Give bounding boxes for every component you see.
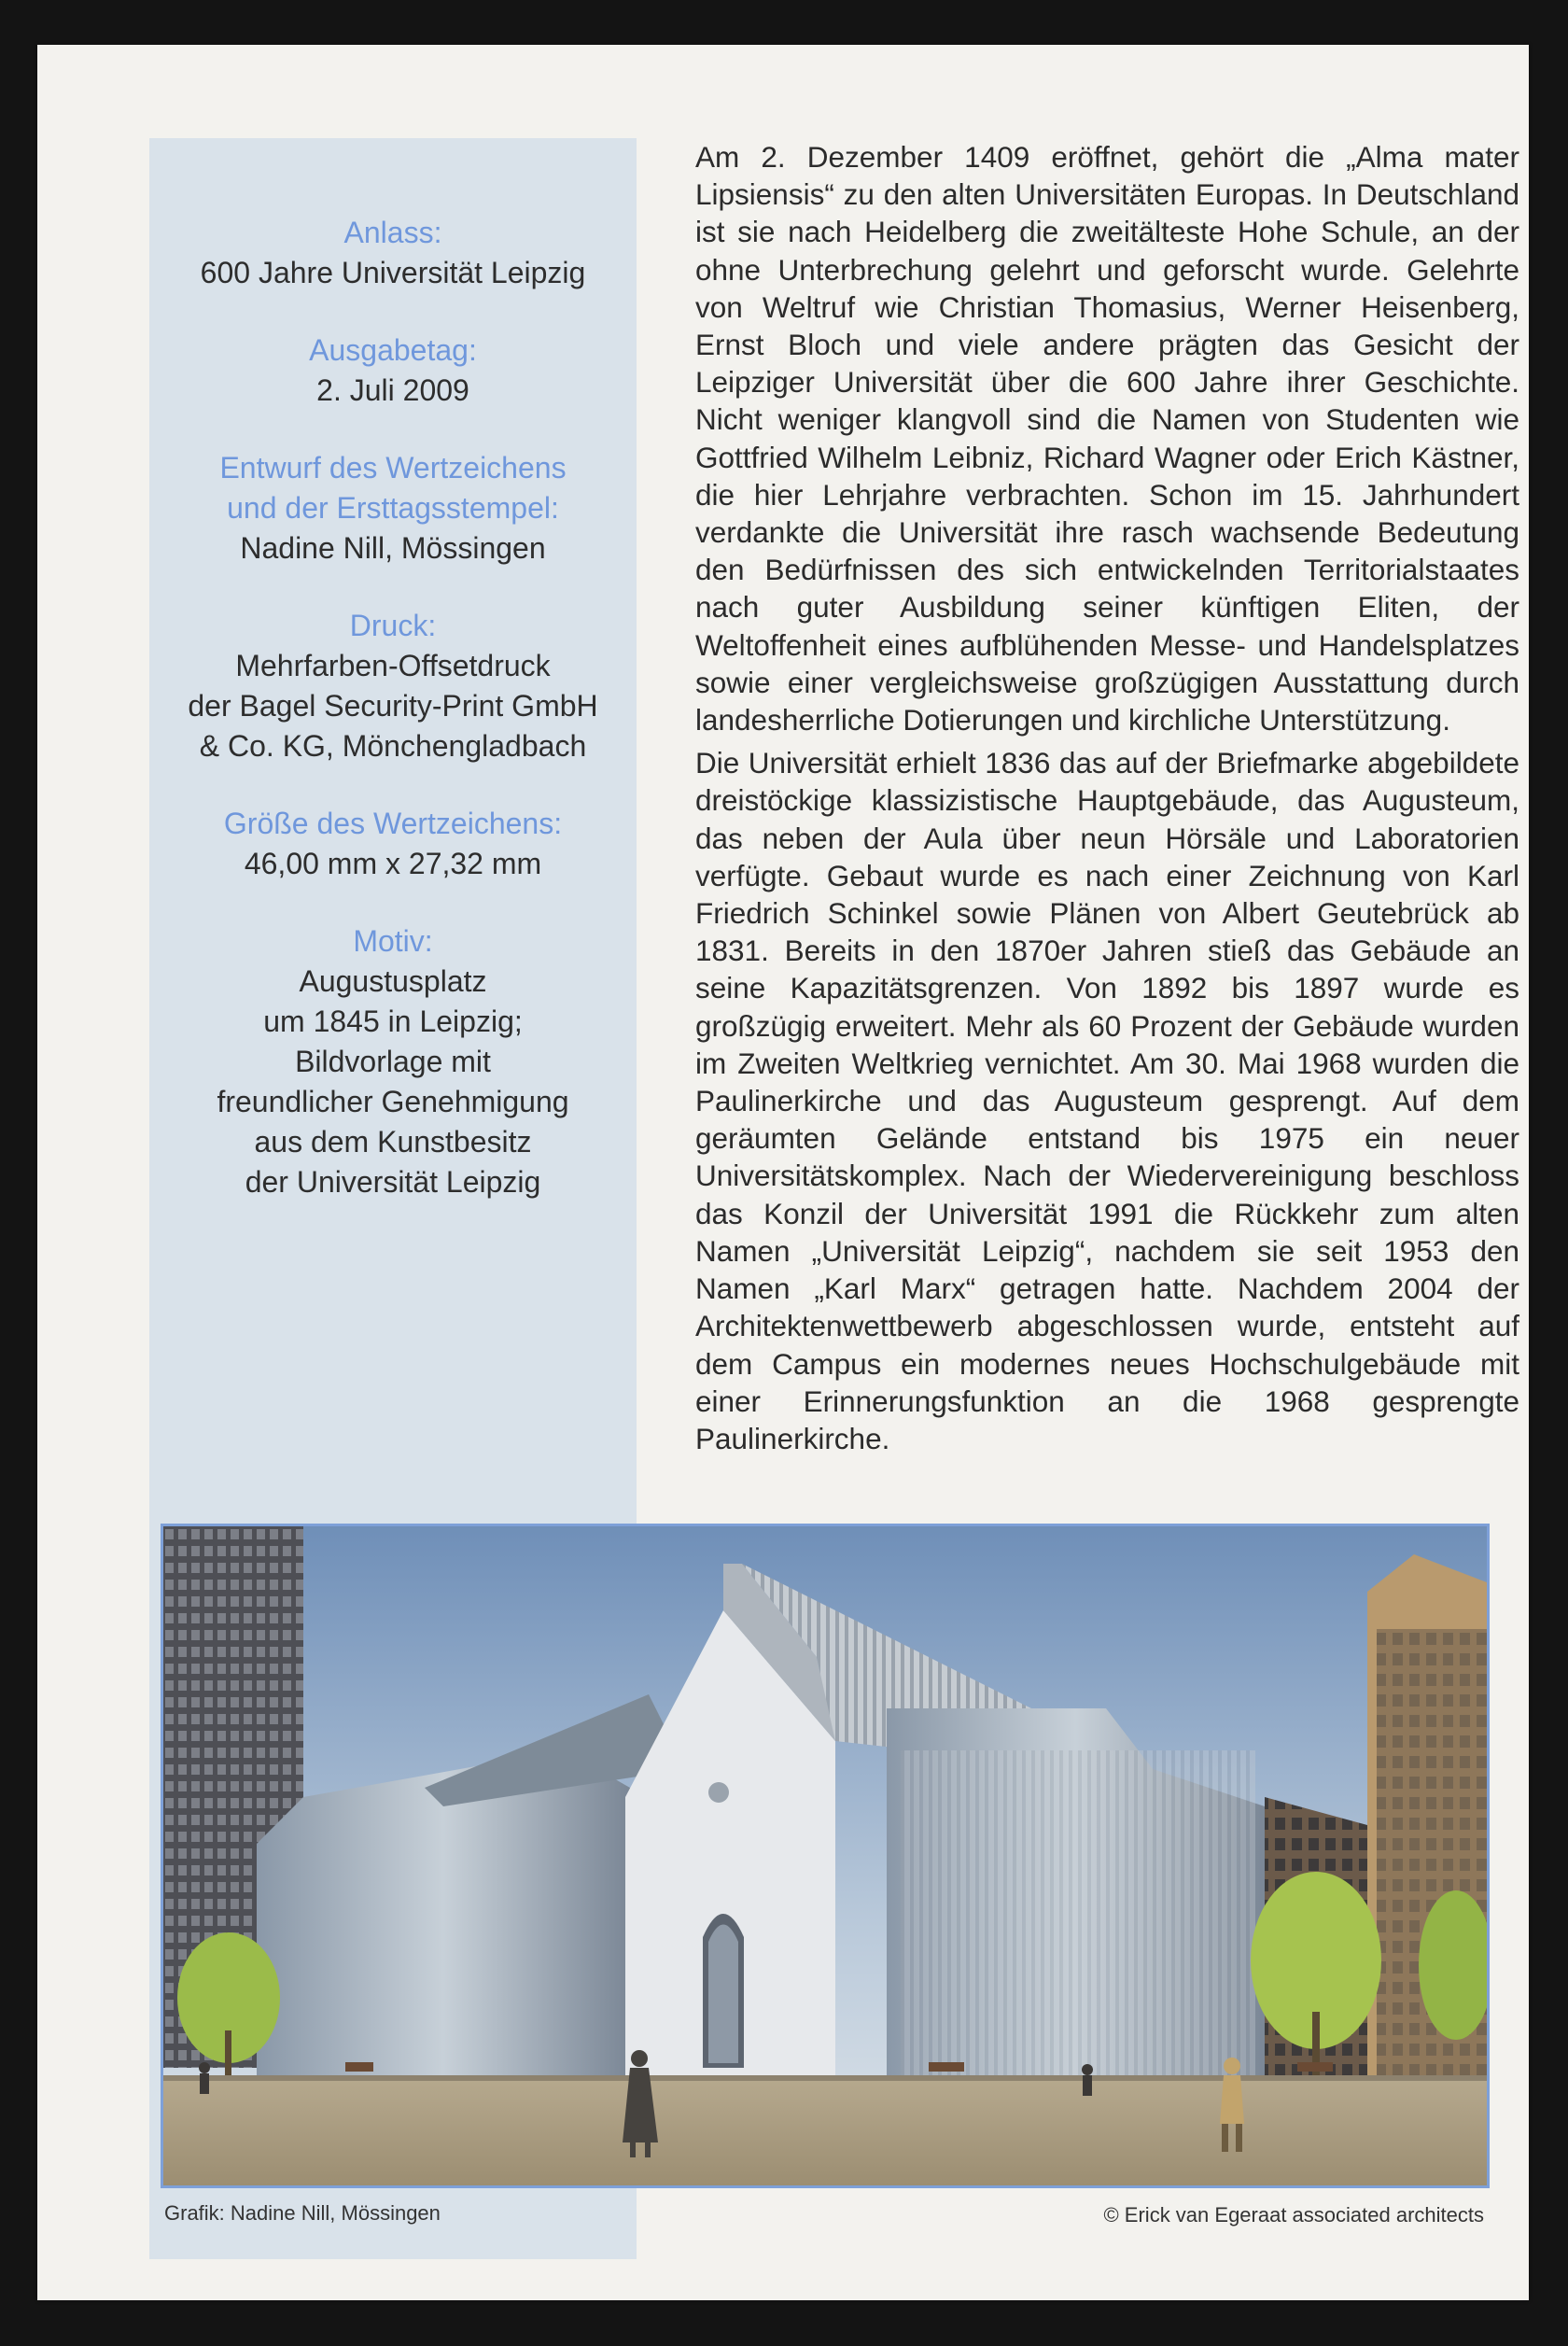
info-label: Ausgabetag: <box>309 333 477 367</box>
info-value: Nadine Nill, Mössingen <box>240 531 546 565</box>
info-value: & Co. KG, Mönchengladbach <box>199 729 587 763</box>
info-label: Entwurf des Wertzeichens <box>219 451 567 485</box>
document-page <box>37 45 1529 2300</box>
info-group-motiv <box>149 921 637 1202</box>
image-credit-architect: © Erick van Egeraat associated architects <box>1103 2203 1484 2227</box>
info-value: freundlicher Genehmigung <box>217 1085 569 1118</box>
info-label-line2: und der Ersttagsstempel: <box>227 491 559 525</box>
article-body <box>695 138 1519 1463</box>
info-value: Mehrfarben-Offsetdruck <box>235 649 551 682</box>
image-credit-graphic: Grafik: Nadine Nill, Mössingen <box>164 2201 441 2225</box>
info-label: Größe des Wertzeichens: <box>223 807 563 840</box>
architecture-rendering <box>161 1524 1490 2188</box>
info-value: der Bagel Security-Print GmbH <box>188 689 598 723</box>
info-group-entwurf <box>149 448 637 569</box>
info-label: Druck: <box>349 609 437 642</box>
info-value: aus dem Kunstbesitz <box>254 1125 532 1159</box>
info-value: um 1845 in Leipzig; <box>263 1004 523 1038</box>
info-value: 2. Juli 2009 <box>316 373 469 407</box>
info-value: 46,00 mm x 27,32 mm <box>244 847 542 880</box>
info-value: 600 Jahre Universität Leipzig <box>200 256 586 289</box>
info-group-groesse <box>149 804 637 884</box>
info-group-ausgabetag <box>149 330 637 411</box>
info-label: Anlass: <box>343 216 442 249</box>
info-label: Motiv: <box>353 924 433 958</box>
info-value: Bildvorlage mit <box>295 1045 491 1078</box>
article-paragraph: Am 2. Dezember 1409 eröffnet, gehört die „Alma mater Lipsiensis“ zu den alten Universitäten Europas. In Deutschland ist sie nach Heidelberg die zweitälteste Hohe Schule, an der ohne Unterbrechung gelehrt und geforscht wurde. Gelehrte von Weltruf wie Christian Thomasius, Werner Heisenberg, Ernst Bloch und viele andere prägten das Gesicht der Leipziger Universität über die 600 Jahre ihrer Geschichte. Nicht weniger klangvoll sind die Namen von Studenten wie Gottfried Wilhelm Leibniz, Richard Wagner oder Erich Kästner, die hier Lehrjahre verbrachten. Schon im 15. Jahrhundert verdankte die Universität ihre rasch wachsende Bedeutung den Bedürfnissen des sich entwickelnden Territorialstaates nach guter Ausbildung seiner künftigen Eliten, der Weltoffenheit eines aufblühenden Messe- und Handelsplatzes sowie einer vergleichsweise großzügigen Ausstattung durch landesherrliche Dotierungen und kirchliche Unterstützung. <box>695 140 1519 738</box>
info-value: Augustusplatz <box>299 964 487 998</box>
info-value: der Universität Leipzig <box>245 1165 541 1199</box>
building-illustration <box>163 1526 1487 2185</box>
info-block <box>149 213 637 1240</box>
article-paragraph: Die Universität erhielt 1836 das auf der Briefmarke abgebildete dreistöckige klassizistische Hauptgebäude, das Augusteum, das neben der Aula über neun Hörsäle und Laboratorien verfügte. Gebaut wurde es nach einer Zeichnung von Karl Friedrich Schinkel sowie Plänen von Albert Geutebrück ab 1831. Bereits in den 1870er Jahren stieß das Gebäude an seine Kapazitätsgrenzen. Von 1892 bis 1897 wurde es großzügig erweitert. Mehr als 60 Prozent der Gebäude wurden im Zweiten Weltkrieg vernichtet. Am 30. Mai 1968 wurden die Paulinerkirche und das Augusteum gesprengt. Auf dem geräumten Gelände entstand bis 1975 ein neuer Universitätskomplex. Nach der Wiedervereinigung beschloss das Konzil der Universität 1991 die Rückkehr zum alten Namen „Universität Leipzig“, nachdem sie seit 1953 den Namen „Karl Marx“ getragen hatte. Nachdem 2004 der Architektenwettbewerb abgeschlossen wurde, entsteht auf dem Campus ein modernes neues Hochschulgebäude mit einer Erinnerungsfunktion an die 1968 gesprengte Paulinerkirche. <box>695 746 1519 1455</box>
info-group-anlass <box>149 213 637 293</box>
info-group-druck <box>149 606 637 766</box>
